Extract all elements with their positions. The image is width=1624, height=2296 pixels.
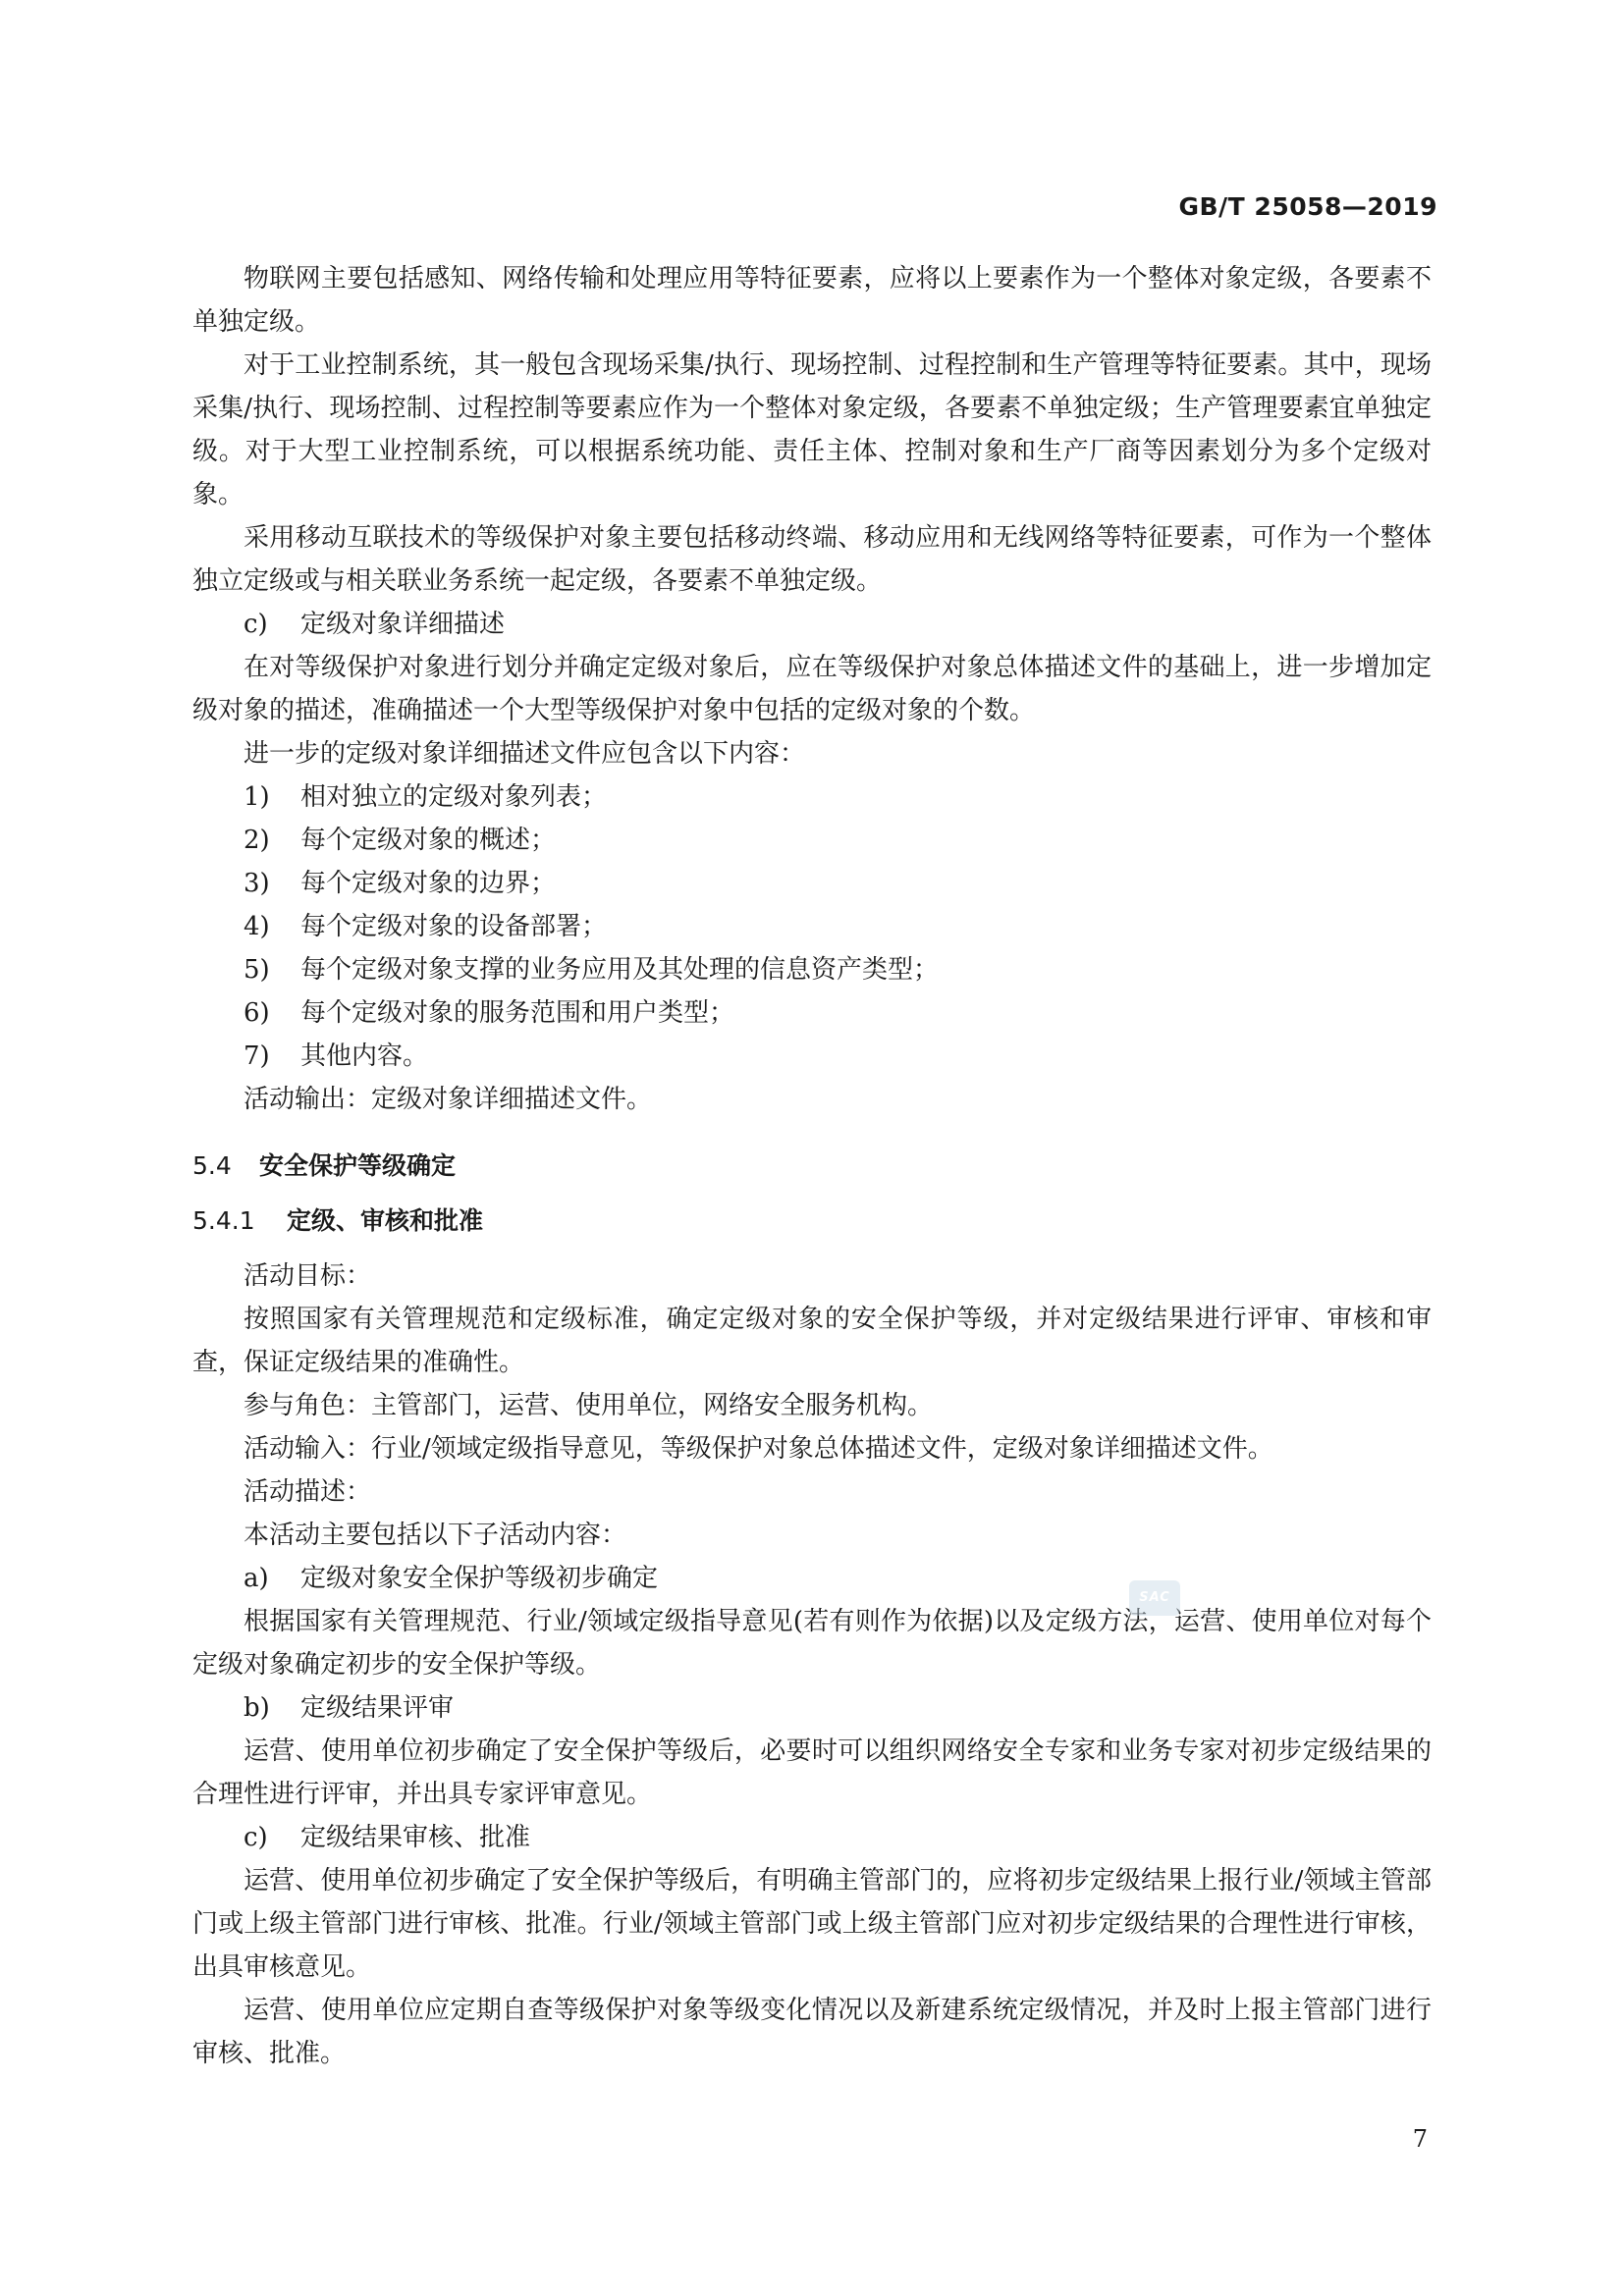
list-marker: c) — [244, 1823, 268, 1852]
list-item-text: 相对独立的定级对象列表； — [300, 782, 608, 812]
list-marker: 6) — [244, 998, 270, 1028]
section-title: 安全保护等级确定 — [259, 1151, 457, 1180]
list-marker: a) — [244, 1564, 269, 1593]
paragraph: 运营、使用单位初步确定了安全保护等级后，有明确主管部门的，应将初步定级结果上报行业/领域主管部门或上级主管部门进行审核、批准。行业/领域主管部门或上级主管部门应对初步定级结果的合理性进行审核，出具审核意见。 — [192, 1866, 1432, 1982]
list-marker: 3) — [244, 869, 270, 898]
list-item — [192, 1686, 1432, 1730]
list-marker: 7) — [244, 1041, 270, 1071]
paragraph: 活动目标： — [244, 1261, 372, 1291]
standard-code: GB/T 25058—2019 — [1178, 192, 1437, 221]
paragraph: 活动描述： — [244, 1477, 372, 1507]
list-marker: 2) — [244, 826, 270, 855]
paragraph: 运营、使用单位初步确定了安全保护等级后，必要时可以组织网络安全专家和业务专家对初步定级结果的合理性进行评审，并出具专家评审意见。 — [192, 1736, 1432, 1809]
list-item — [192, 819, 1432, 862]
page-number: 7 — [1412, 2125, 1428, 2153]
list-item — [192, 775, 1432, 819]
list-item-text: 每个定级对象的服务范围和用户类型； — [300, 998, 735, 1028]
subsection-number: 5.4.1 — [192, 1206, 255, 1235]
paragraph: 根据国家有关管理规范、行业/领域定级指导意见(若有则作为依据)以及定级方法，运营、使用单位对每个定级对象确定初步的安全保护等级。 — [192, 1607, 1432, 1680]
spacer — [192, 1121, 1432, 1145]
list-item — [192, 948, 1432, 991]
list-item-text: 每个定级对象的设备部署； — [300, 912, 608, 941]
paragraph: 活动输入：行业/领域定级指导意见，等级保护对象总体描述文件，定级对象详细描述文件。 — [244, 1434, 1273, 1464]
spacer — [192, 1188, 1432, 1200]
paragraph: 参与角色：主管部门，运营、使用单位，网络安全服务机构。 — [244, 1391, 934, 1420]
paragraph: 对于工业控制系统，其一般包含现场采集/执行、现场控制、过程控制和生产管理等特征要素。其中，现场采集/执行、现场控制、过程控制等要素应作为一个整体对象定级，各要素不单独定级；生产管理要素宜单独定级。对于大型工业控制系统，可以根据系统功能、责任主体、控制对象和生产厂商等因素划分为多个定级对象。 — [192, 350, 1432, 509]
body-text — [192, 257, 1432, 2075]
list-item — [192, 1557, 1432, 1600]
paragraph: 按照国家有关管理规范和定级标准，确定定级对象的安全保护等级，并对定级结果进行评审、审核和审查，保证定级结果的准确性。 — [192, 1305, 1432, 1377]
list-item — [192, 905, 1432, 948]
section-heading — [192, 1145, 1432, 1188]
list-item-text: 定级对象安全保护等级初步确定 — [300, 1564, 659, 1593]
list-item — [192, 1816, 1432, 1859]
list-marker: 5) — [244, 955, 270, 985]
paragraph: 本活动主要包括以下子活动内容： — [244, 1521, 627, 1550]
section-number: 5.4 — [192, 1151, 232, 1180]
paragraph: 进一步的定级对象详细描述文件应包含以下内容： — [244, 739, 806, 769]
list-item-text: 每个定级对象支撑的业务应用及其处理的信息资产类型； — [300, 955, 940, 985]
paragraph: 采用移动互联技术的等级保护对象主要包括移动终端、移动应用和无线网络等特征要素，可作为一个整体独立定级或与相关联业务系统一起定级，各要素不单独定级。 — [192, 523, 1432, 596]
subsection-heading — [192, 1200, 1432, 1243]
list-marker: 1) — [244, 782, 270, 812]
list-item-text: 定级结果审核、批准 — [300, 1823, 531, 1852]
subsection-title: 定级、审核和批准 — [287, 1206, 484, 1235]
list-marker: b) — [244, 1693, 270, 1723]
list-marker: 4) — [244, 912, 270, 941]
paragraph: 在对等级保护对象进行划分并确定定级对象后，应在等级保护对象总体描述文件的基础上，进一步增加定级对象的描述，准确描述一个大型等级保护对象中包括的定级对象的个数。 — [192, 653, 1432, 725]
list-item-text: 其他内容。 — [300, 1041, 429, 1071]
list-item — [192, 862, 1432, 905]
list-item — [192, 1035, 1432, 1078]
spacer — [192, 1243, 1432, 1255]
paragraph: 活动输出：定级对象详细描述文件。 — [244, 1085, 653, 1114]
list-item-text: 定级对象详细描述 — [300, 610, 506, 639]
paragraph: 运营、使用单位应定期自查等级保护对象等级变化情况以及新建系统定级情况，并及时上报主管部门进行审核、批准。 — [192, 1996, 1432, 2068]
paragraph: 物联网主要包括感知、网络传输和处理应用等特征要素，应将以上要素作为一个整体对象定级，各要素不单独定级。 — [192, 264, 1432, 337]
list-item — [192, 603, 1432, 646]
list-item-text: 定级结果评审 — [300, 1693, 455, 1723]
sac-watermark: SAC — [1129, 1580, 1180, 1616]
list-item-text: 每个定级对象的概述； — [300, 826, 557, 855]
list-item — [192, 991, 1432, 1035]
list-item-text: 每个定级对象的边界； — [300, 869, 557, 898]
list-marker: c) — [244, 610, 268, 639]
